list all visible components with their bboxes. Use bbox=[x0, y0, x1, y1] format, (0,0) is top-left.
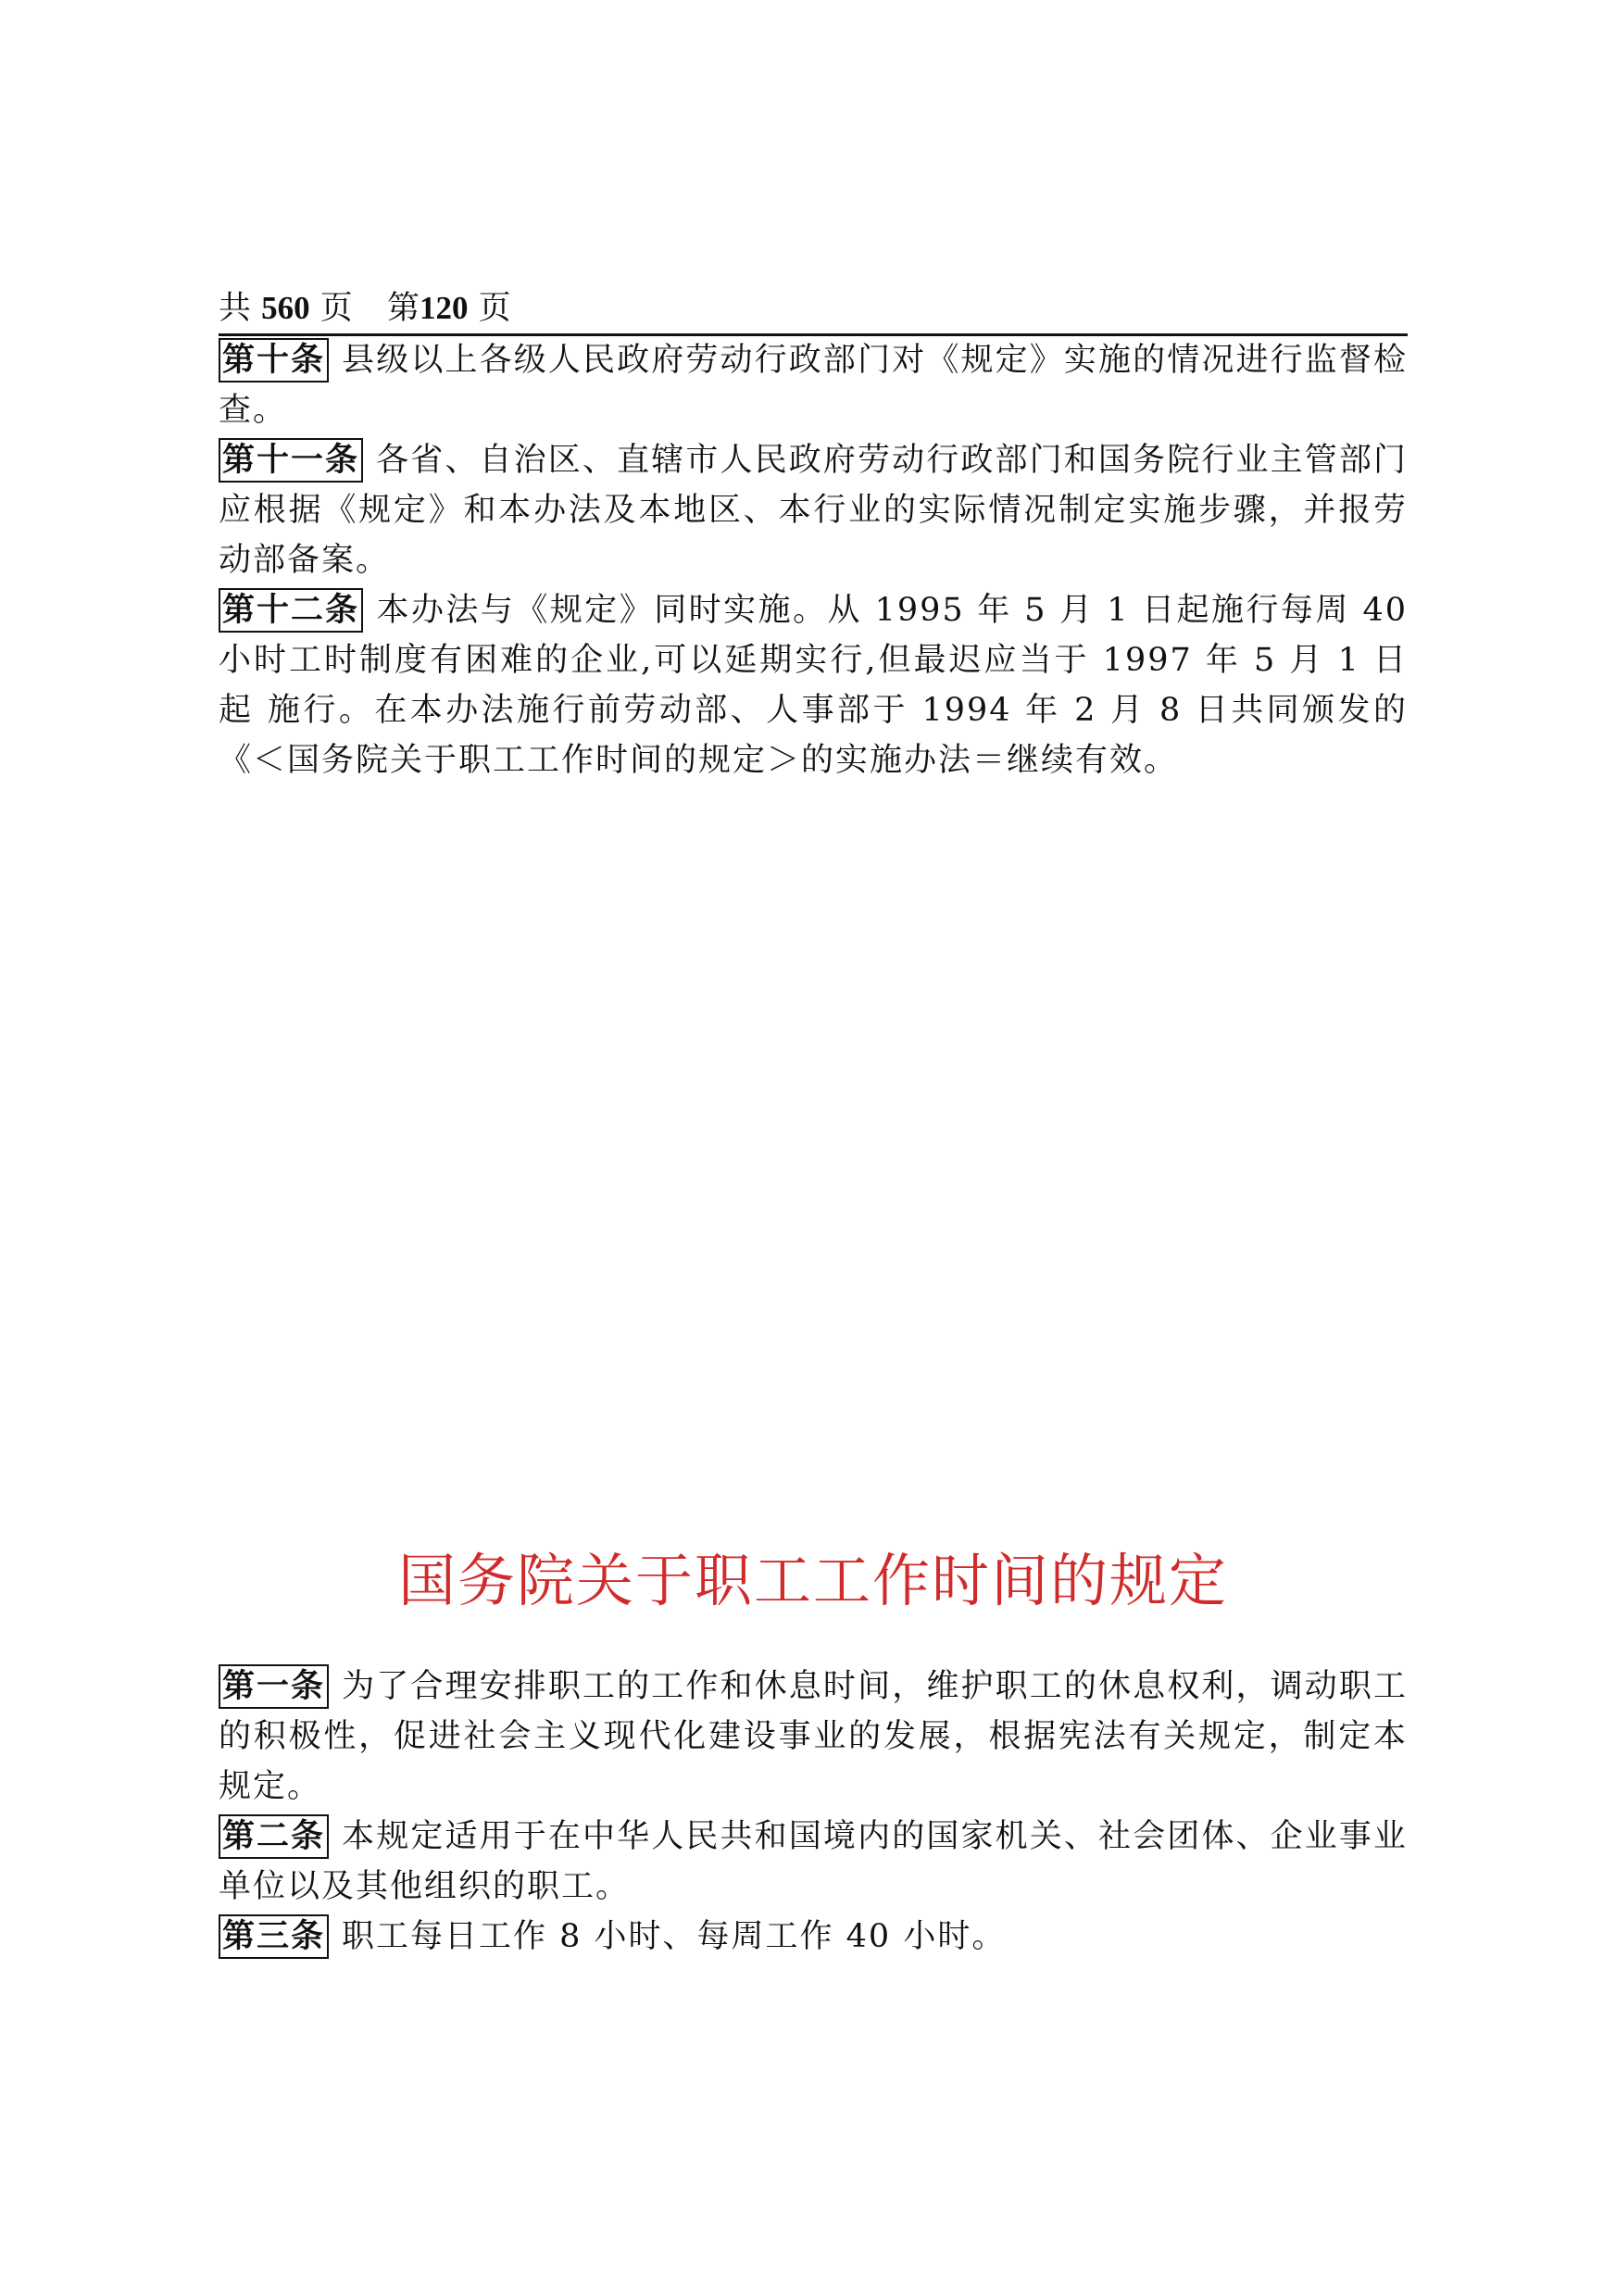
article-text: 职工每日工作 8 小时、每周工作 40 小时。 bbox=[342, 1918, 1007, 1955]
article-label: 第一条 bbox=[219, 1664, 329, 1709]
article-text: 本办法与《规定》同时实施。从 1995 年 5 月 1 日起施行每周 40 小时工时制度有困难的企业,可以延期实行,但最迟应当于 1997 年 5 月 1 日起 施行。在本办法施行前劳动部、人事部于 1994 年 2 月 8 日共同颁发的《＜国务院关于职工工作时间的规定＞的实施办法＝继续有效。 bbox=[219, 592, 1408, 779]
total-prefix: 共 bbox=[219, 290, 252, 327]
article-10 bbox=[219, 335, 1408, 435]
article-12 bbox=[219, 585, 1408, 785]
article-label: 第十条 bbox=[219, 338, 329, 383]
page-word: 页 bbox=[319, 290, 353, 327]
article-label: 第十二条 bbox=[219, 588, 363, 633]
regulation-title: 国务院关于职工工作时间的规定 bbox=[397, 1547, 1228, 1614]
article-text: 各省、自治区、直辖市人民政府劳动行政部门和国务院行业主管部门应根据《规定》和本办法及本地区、本行业的实际情况制定实施步骤，并报劳动部备案。 bbox=[219, 442, 1408, 579]
page-word: 页 bbox=[478, 290, 511, 327]
article-text: 县级以上各级人民政府劳动行政部门对《规定》实施的情况进行监督检查。 bbox=[219, 342, 1408, 429]
article-label: 第十一条 bbox=[219, 438, 363, 483]
article-text: 本规定适用于在中华人民共和国境内的国家机关、社会团体、企业事业单位以及其他组织的职工。 bbox=[219, 1818, 1408, 1905]
article-label: 第二条 bbox=[219, 1814, 329, 1859]
article-3 bbox=[219, 1912, 1408, 1962]
current-page: 120 bbox=[419, 290, 469, 326]
article-2 bbox=[219, 1812, 1408, 1912]
current-prefix: 第 bbox=[386, 290, 420, 327]
article-text: 为了合理安排职工的工作和休息时间，维护职工的休息权利，调动职工的积极性，促进社会主义现代化建设事业的发展，根据宪法有关规定，制定本规定。 bbox=[219, 1668, 1408, 1805]
article-11 bbox=[219, 435, 1408, 585]
article-label: 第三条 bbox=[219, 1914, 329, 1959]
total-pages: 560 bbox=[261, 290, 310, 326]
page-header bbox=[219, 283, 1408, 336]
article-1 bbox=[219, 1662, 1408, 1812]
